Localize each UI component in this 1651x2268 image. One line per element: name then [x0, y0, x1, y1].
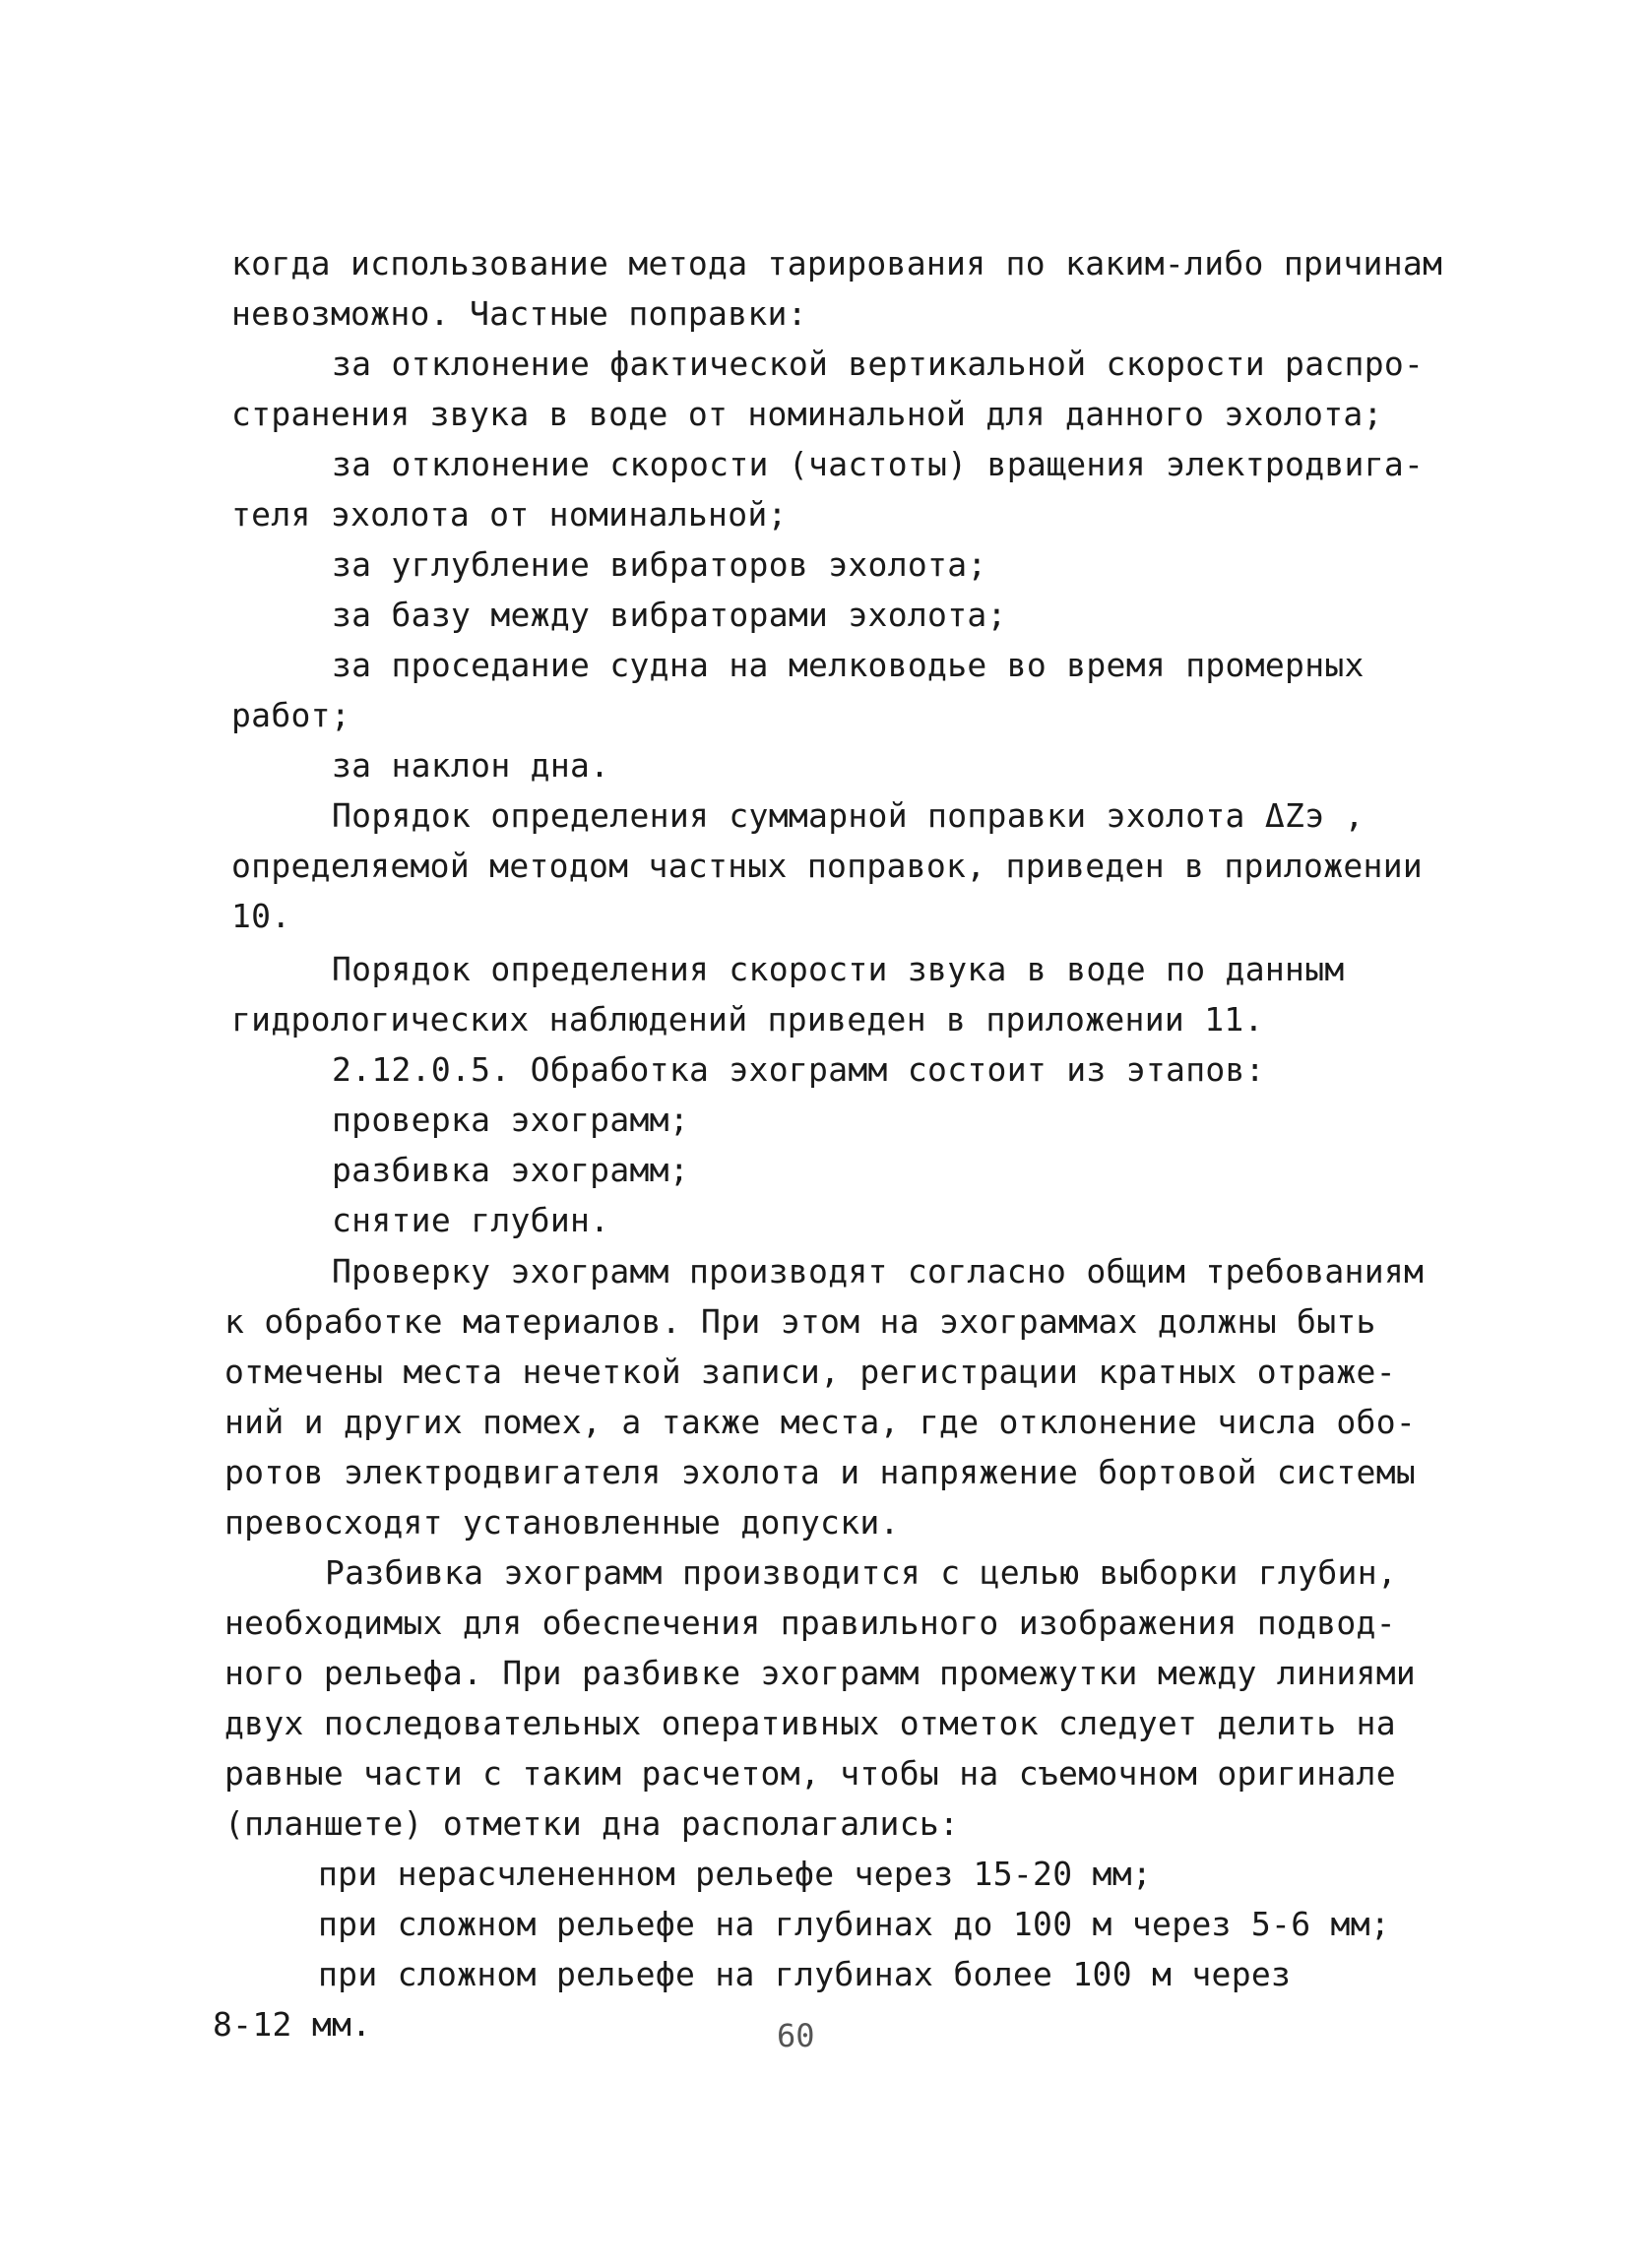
text-line-20: снятие глубин.: [332, 1201, 610, 1239]
text-line-2: невозможно. Частные поправки:: [231, 294, 807, 333]
text-line-33: при нерасчлененном рельефе через 15-20 мм;: [318, 1855, 1153, 1893]
text-line-3: за отклонение фактической вертикальной скорости распро-: [332, 345, 1425, 383]
text-line-17: 2.12.0.5. Обработка эхограмм состоит из этапов:: [332, 1050, 1265, 1089]
text-line-23: отмечены места нечеткой записи, регистрации кратных отраже-: [224, 1353, 1396, 1391]
text-line-30: двух последовательных оперативных отметок следует делить на: [224, 1704, 1396, 1742]
text-line-29: ного рельефа. При разбивке эхограмм промежутки между линиями: [224, 1654, 1417, 1692]
text-line-12: Порядок определения суммарной поправки эхолота ΔZэ ,: [332, 796, 1365, 835]
text-line-8: за базу между вибраторами эхолота;: [332, 596, 1007, 634]
text-line-35: при сложном рельефе на глубинах более 100 м через: [318, 1955, 1292, 1993]
text-line-15: Порядок определения скорости звука в воде по данным: [332, 950, 1345, 988]
text-line-27: Разбивка эхограмм производится с целью выборки глубин,: [325, 1553, 1398, 1592]
text-line-31: равные части с таким расчетом, чтобы на съемочном оригинале: [224, 1754, 1396, 1793]
text-line-7: за углубление вибраторов эхолота;: [332, 545, 987, 584]
text-line-10: работ;: [231, 696, 351, 734]
text-line-21: Проверку эхограмм производят согласно общим требованиям: [332, 1252, 1425, 1291]
text-line-16: гидрологических наблюдений приведен в приложении 11.: [231, 1000, 1264, 1039]
text-line-9: за проседание судна на мелководье во время промерных: [332, 646, 1365, 684]
text-line-14: 10.: [231, 897, 291, 935]
text-line-18: проверка эхограмм;: [332, 1101, 690, 1139]
text-line-5: за отклонение скорости (частоты) вращения электродвига-: [332, 445, 1425, 483]
text-line-19: разбивка эхограмм;: [332, 1151, 690, 1189]
text-line-34: при сложном рельефе на глубинах до 100 м через 5-6 мм;: [318, 1905, 1391, 1943]
text-line-26: превосходят установленные допуски.: [224, 1503, 900, 1542]
text-line-28: необходимых для обеспечения правильного изображения подвод-: [224, 1604, 1396, 1642]
text-line-6: теля эхолота от номинальной;: [231, 495, 788, 534]
page-number: 60: [777, 2017, 815, 2054]
text-line-4: странения звука в воде от номинальной для данного эхолота;: [231, 395, 1383, 433]
text-line-32: (планшете) отметки дна располагались:: [224, 1804, 960, 1843]
text-line-22: к обработке материалов. При этом на эхограммах должны быть: [224, 1302, 1376, 1341]
text-line-24: ний и других помех, а также места, где отклонение числа обо-: [224, 1403, 1417, 1441]
text-line-36: 8-12 мм.: [213, 2005, 372, 2044]
text-line-11: за наклон дна.: [332, 746, 610, 785]
text-line-1: когда использование метода тарирования по каким-либо причинам: [231, 244, 1443, 283]
text-line-25: ротов электродвигателя эхолота и напряжение бортовой системы: [224, 1453, 1417, 1491]
text-line-13: определяемой методом частных поправок, приведен в приложении: [231, 847, 1424, 885]
